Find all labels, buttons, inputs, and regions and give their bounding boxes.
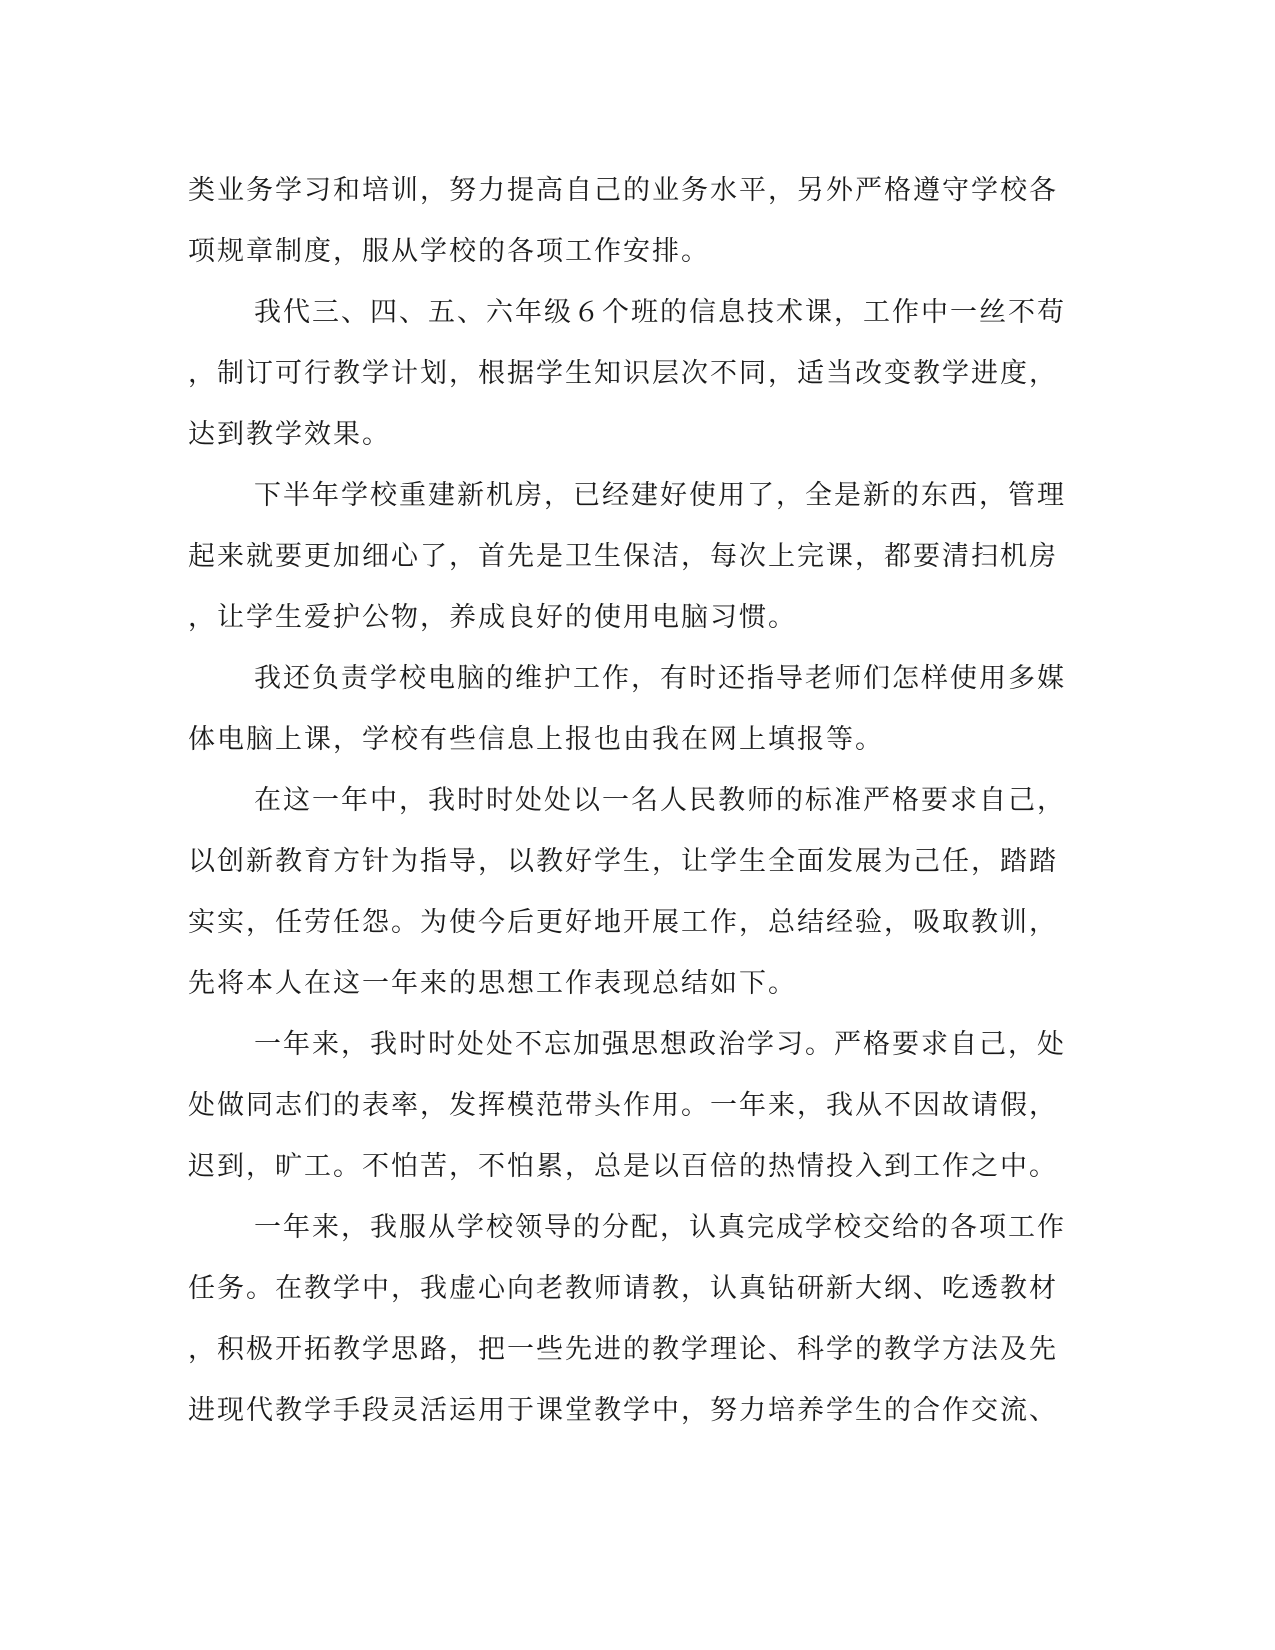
- text-line: 以创新教育方针为指导，以教好学生，让学生全面发展为己任，踏踏: [188, 846, 1058, 877]
- text-line: 实实，任劳任怨。为使今后更好地开展工作，总结经验，吸取教训，: [188, 907, 1058, 938]
- text-line: 一年来，我时时处处不忘加强思想政治学习。严格要求自己，处: [254, 1029, 1066, 1060]
- text-line: 我代三、四、五、六年级６个班的信息技术课，工作中一丝不苟: [254, 297, 1066, 328]
- text-line: 迟到，旷工。不怕苦，不怕累，总是以百倍的热情投入到工作之中。: [188, 1151, 1058, 1182]
- text-line: 我还负责学校电脑的维护工作，有时还指导老师们怎样使用多媒: [254, 663, 1066, 694]
- text-line: ，让学生爱护公物，养成良好的使用电脑习惯。: [188, 602, 797, 633]
- text-line: 达到教学效果。: [188, 419, 391, 450]
- text-line: 在这一年中，我时时处处以一名人民教师的标准严格要求自己，: [254, 785, 1066, 816]
- text-line: 体电脑上课，学校有些信息上报也由我在网上填报等。: [188, 724, 884, 755]
- text-line: 任务。在教学中，我虚心向老教师请教，认真钻研新大纲、吃透教材: [188, 1273, 1058, 1304]
- text-line: 项规章制度，服从学校的各项工作安排。: [188, 236, 710, 267]
- text-line: 类业务学习和培训，努力提高自己的业务水平，另外严格遵守学校各: [188, 175, 1058, 206]
- document-body: [188, 160, 1088, 1441]
- text-line: ，制订可行教学计划，根据学生知识层次不同，适当改变教学进度，: [188, 358, 1058, 389]
- text-line: 处做同志们的表率，发挥模范带头作用。一年来，我从不因故请假，: [188, 1090, 1058, 1121]
- text-line: 起来就要更加细心了，首先是卫生保洁，每次上完课，都要清扫机房: [188, 541, 1058, 572]
- text-line: 进现代教学手段灵活运用于课堂教学中，努力培养学生的合作交流、: [188, 1395, 1058, 1426]
- text-line: 一年来，我服从学校领导的分配，认真完成学校交给的各项工作: [254, 1212, 1066, 1243]
- text-line: ，积极开拓教学思路，把一些先进的教学理论、科学的教学方法及先: [188, 1334, 1058, 1365]
- text-line: 下半年学校重建新机房，已经建好使用了，全是新的东西，管理: [254, 480, 1066, 511]
- text-line: 先将本人在这一年来的思想工作表现总结如下。: [188, 968, 797, 999]
